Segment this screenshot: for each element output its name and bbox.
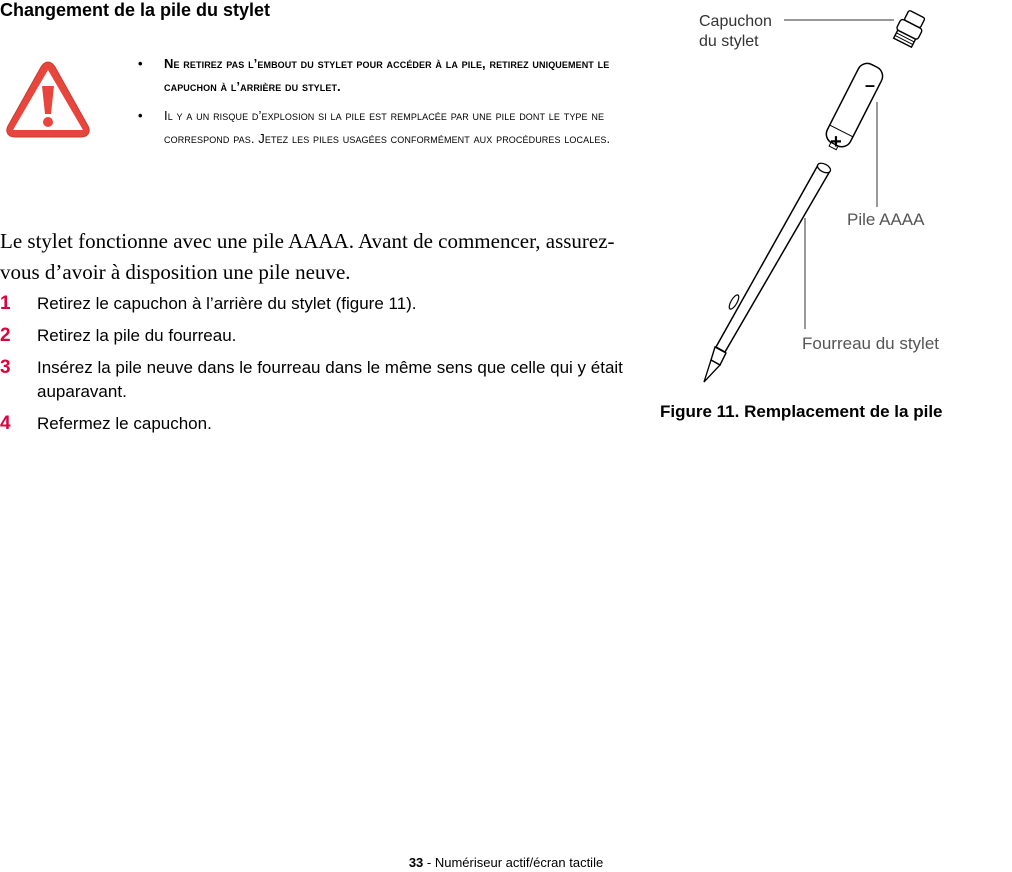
warning-item bbox=[138, 52, 638, 98]
step-item bbox=[0, 292, 640, 316]
warning-list bbox=[138, 52, 638, 156]
step-item bbox=[0, 412, 640, 436]
footer-separator: - bbox=[423, 855, 435, 870]
step-text: Refermez le capuchon. bbox=[37, 414, 212, 433]
footer-section: Numériseur actif/écran tactile bbox=[434, 855, 604, 870]
step-text: Retirez la pile du fourreau. bbox=[37, 326, 237, 345]
step-item bbox=[0, 324, 640, 348]
step-number: 1 bbox=[0, 293, 11, 314]
warning-triangle-icon bbox=[4, 58, 92, 140]
step-list bbox=[0, 292, 640, 444]
warning-text: Il y a un risque d’explosion si la pile est remplacée par une pile dont le type ne correspond pas. Jetez les piles usagées conformément aux procédures locales. bbox=[164, 108, 611, 146]
battery-plus-sign: + bbox=[830, 131, 842, 153]
battery-label: Pile AAAA bbox=[847, 210, 925, 229]
bullet: • bbox=[138, 108, 143, 123]
intro-paragraph: Le stylet fonctionne avec une pile AAAA. Avant de commencer, assurez-vous d’avoir à disposition une pile neuve. bbox=[0, 229, 615, 284]
page-footer bbox=[0, 855, 1012, 870]
warning-text: Ne retirez pas l’embout du stylet pour accéder à la pile, retirez uniquement le capuchon à l’arrière du stylet. bbox=[164, 56, 610, 94]
section-title: Changement de la pile du stylet bbox=[0, 0, 271, 20]
figure-caption: Figure 11. Remplacement de la pile bbox=[660, 402, 943, 421]
bullet: • bbox=[138, 56, 143, 71]
pen-cap-label bbox=[699, 12, 772, 52]
step-text: Retirez le capuchon à l’arrière du stylet (figure 11). bbox=[37, 294, 417, 313]
pen-cap-label-line1: Capuchon bbox=[699, 13, 772, 30]
step-text: Insérez la pile neuve dans le fourreau dans le même sens que celle qui y était auparavant. bbox=[37, 358, 623, 401]
battery-minus-sign: – bbox=[864, 75, 876, 95]
step-number: 3 bbox=[0, 357, 11, 378]
pen-cap-label-line2: du stylet bbox=[699, 33, 759, 50]
step-number: 4 bbox=[0, 413, 11, 434]
warning-item bbox=[138, 104, 638, 150]
step-item bbox=[0, 356, 640, 404]
page-number: 33 bbox=[408, 855, 424, 870]
barrel-label: Fourreau du stylet bbox=[802, 334, 940, 353]
stylus-figure bbox=[690, 0, 1012, 400]
step-number: 2 bbox=[0, 325, 11, 346]
pen-cap-icon bbox=[892, 9, 928, 48]
